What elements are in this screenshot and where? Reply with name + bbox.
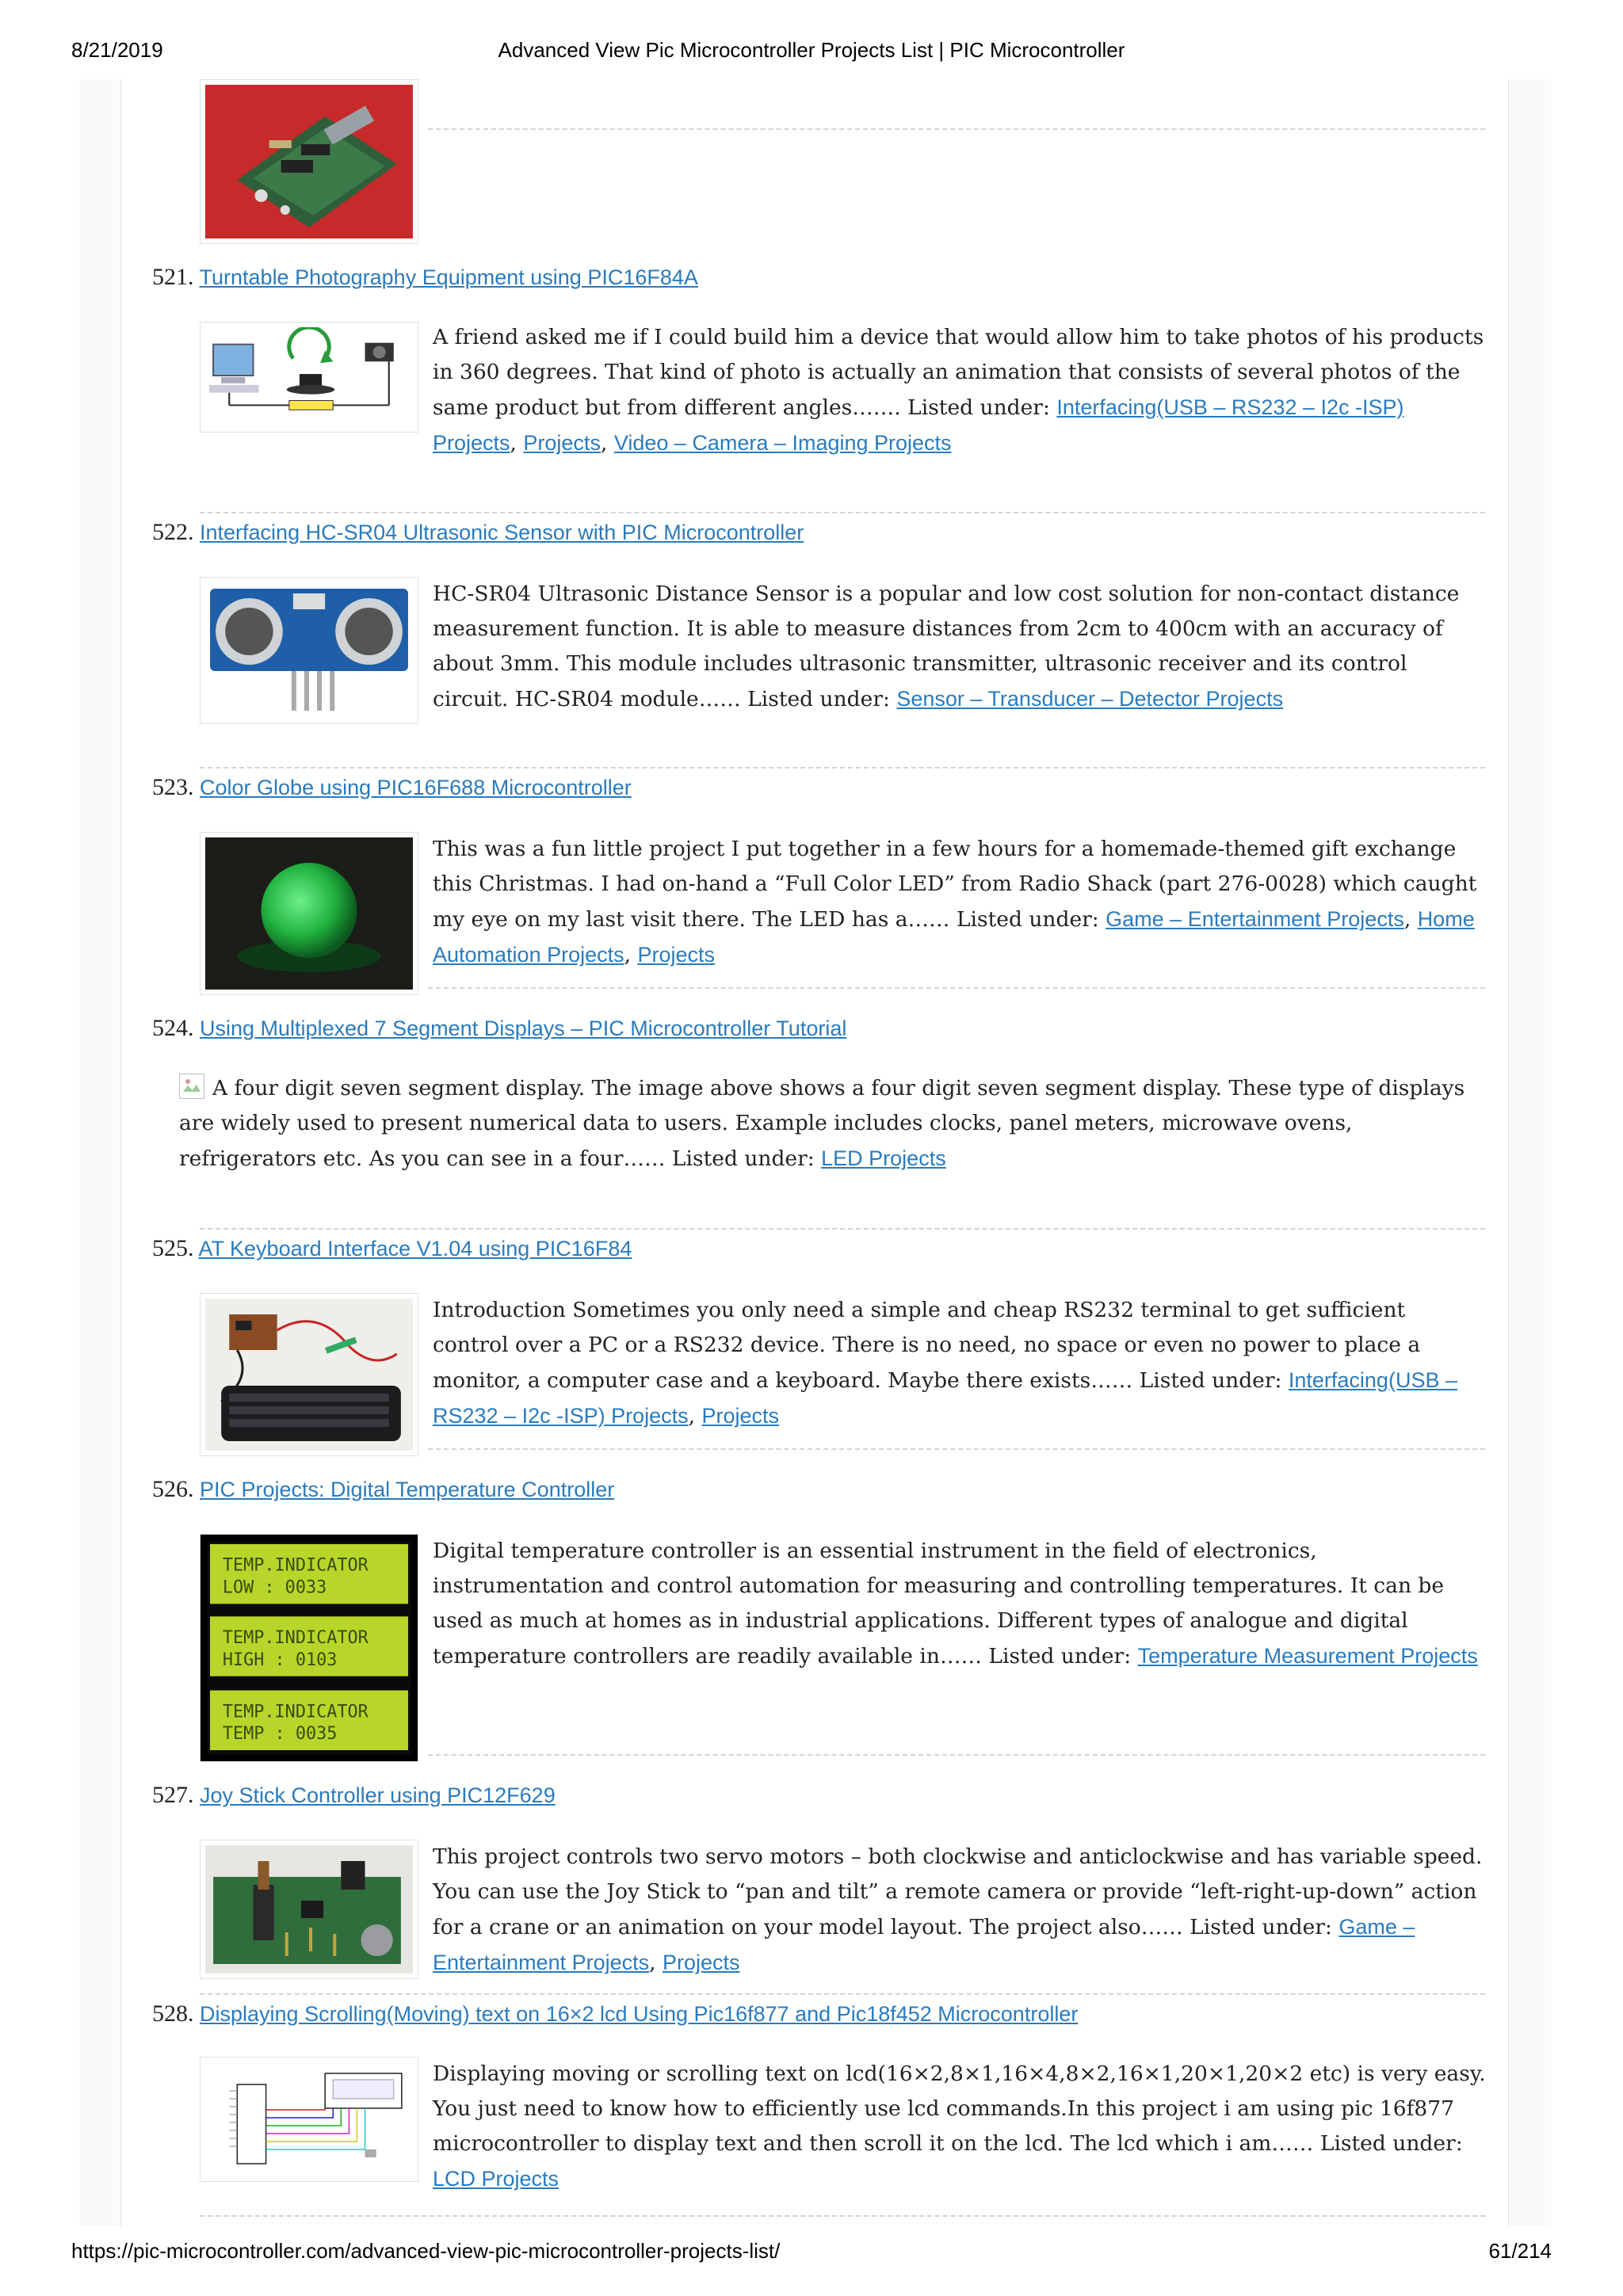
project-link[interactable]: AT Keyboard Interface V1.04 using PIC16F84: [198, 1237, 632, 1261]
print-page-title: Advanced View Pic Microcontroller Projects List | PIC Microcontroller: [498, 38, 1125, 62]
project-link[interactable]: Displaying Scrolling(Moving) text on 16×2 lcd Using Pic16f877 and Pic18f452 Microcontroller: [200, 2002, 1079, 2026]
lcd-line: TEMP : 0035: [222, 1724, 338, 1745]
category-link[interactable]: Projects: [523, 431, 601, 455]
project-thumbnail: [200, 577, 418, 724]
category-link[interactable]: Projects: [637, 943, 716, 967]
lcd-line: TEMP.INDICATOR: [222, 1555, 369, 1576]
project-number: 523.: [152, 774, 194, 800]
project-description: A four digit seven segment display. The image above shows a four digit seven segment display. These type of displays are widely used to present numerical data to users. Example includes clocks, panel meters, microwave ovens, refrigerators etc. As you can see in a four…… Listed under: LED Projects: [179, 1071, 1487, 1177]
category-link[interactable]: Temperature Measurement Projects: [1137, 1644, 1478, 1668]
project-title-525: [152, 1233, 632, 1264]
project-description: This was a fun little project I put together in a few hours for a homemade-themed gift exchange this Christmas. I had on-hand a “Full Color LED” from Radio Shack (part 276-0028) which caught my eye on my last visit there. The LED has a…… Listed under: Game – Entertainment Projects, Home Automation Projects, Projects: [433, 837, 1477, 967]
category-link[interactable]: Video – Camera – Imaging Projects: [613, 431, 952, 455]
project-title-523: [152, 772, 632, 803]
project-number: 525.: [152, 1235, 194, 1261]
separator: [428, 987, 1485, 989]
project-thumbnail-lcd: [200, 1534, 418, 1762]
project-link[interactable]: PIC Projects: Digital Temperature Controller: [200, 1478, 615, 1501]
broken-image-icon: [179, 1074, 204, 1099]
page-url: https://pic-microcontroller.com/advanced-view-pic-microcontroller-projects-list/: [71, 2239, 781, 2263]
project-title-521: [152, 261, 698, 293]
project-number: 524.: [152, 1015, 194, 1041]
project-description: Introduction Sometimes you only need a simple and cheap RS232 terminal to get sufficient control over a PC or a RS232 device. There is no need, no space or even no power to place a monitor, a computer case and a keyboard. Maybe there exists…… Listed under: Interfacing(USB – RS232 – I2c -ISP) Projects, Projects: [433, 1298, 1457, 1428]
separator: [200, 1228, 1485, 1230]
project-link[interactable]: Using Multiplexed 7 Segment Displays – PIC Microcontroller Tutorial: [200, 1016, 847, 1040]
project-link[interactable]: Interfacing HC-SR04 Ultrasonic Sensor with PIC Microcontroller: [200, 521, 804, 544]
project-link[interactable]: Joy Stick Controller using PIC12F629: [200, 1783, 556, 1807]
category-link[interactable]: Interfacing(USB – RS232 – I2c -ISP) Projects: [433, 1368, 1457, 1428]
separator: [428, 1754, 1485, 1756]
project-number: 528.: [152, 2000, 194, 2027]
project-title-528: [152, 1998, 1078, 2030]
previous-project-thumbnail: [200, 79, 418, 244]
category-link[interactable]: Game – Entertainment Projects: [433, 1915, 1415, 1974]
project-number: 527.: [152, 1782, 194, 1808]
project-title-522: [152, 517, 804, 548]
project-link[interactable]: Turntable Photography Equipment using PIC16F84A: [199, 265, 698, 289]
project-thumbnail: [200, 1293, 418, 1456]
category-link[interactable]: Home Automation Projects: [433, 907, 1475, 967]
project-title-527: [152, 1779, 556, 1811]
project-thumbnail: [200, 832, 418, 995]
separator: [200, 767, 1485, 769]
separator: [200, 512, 1485, 513]
print-date: 8/21/2019: [71, 38, 163, 62]
print-footer: [0, 2239, 1623, 2279]
project-description: HC-SR04 Ultrasonic Distance Sensor is a popular and low cost solution for non-contact distance measurement function. It is able to measure distances from 2cm to 400cm with an accuracy of about 3mm. This module includes ultrasonic transmitter, ultrasonic receiver and its control circuit. HC-SR04 module…… Listed under: Sensor – Transducer – Detector Projects: [433, 582, 1460, 711]
project-title-526: [152, 1474, 614, 1505]
lcd-line: HIGH : 0103: [222, 1650, 338, 1670]
category-link[interactable]: Projects: [662, 1951, 740, 1974]
category-link[interactable]: Game – Entertainment Projects: [1106, 907, 1404, 931]
category-link[interactable]: LCD Projects: [433, 2167, 559, 2191]
separator: [428, 1448, 1485, 1450]
category-link[interactable]: Interfacing(USB – RS232 – I2c -ISP) Projects: [433, 395, 1404, 455]
separator: [428, 128, 1485, 130]
project-thumbnail: [200, 322, 418, 433]
lcd-line: TEMP.INDICATOR: [222, 1628, 369, 1649]
project-title-524: [152, 1013, 846, 1044]
category-link[interactable]: Sensor – Transducer – Detector Projects: [896, 687, 1284, 711]
project-description: This project controls two servo motors – both clockwise and anticlockwise and has variable speed. You can use the Joy Stick to “pan and tilt” a remote camera or provide “left-right-up-down” action for a crane or an animation on your model layout. The project also…… Listed under: Game – Entertainment Projects, Projects: [433, 1844, 1483, 1975]
project-thumbnail: [200, 1840, 418, 1979]
lcd-line: LOW : 0033: [222, 1577, 327, 1598]
page-number: 61/214: [1488, 2239, 1552, 2263]
project-number: 522.: [152, 519, 194, 545]
project-description: A friend asked me if I could build him a device that would allow him to take photos of his products in 360 degrees. That kind of photo is actually an animation that consists of several photos of the same product but from different angles……. Listed under: Interfacing(USB – RS232 – I2c -ISP) Projects, Projects, Video – Camera – Imaging Projects: [433, 325, 1484, 456]
project-number: 521.: [152, 264, 194, 290]
project-number: 526.: [152, 1476, 194, 1502]
project-description: Digital temperature controller is an essential instrument in the field of electronics, instrumentation and control automation for measuring and controlling temperatures. It can be used as much at homes as in industrial applications. Different types of analogue and digital temperature controllers are readily available in…… Listed under: Temperature Measurement Projects: [433, 1539, 1478, 1669]
category-link[interactable]: Projects: [701, 1404, 780, 1428]
lcd-line: TEMP.INDICATOR: [222, 1702, 369, 1722]
separator: [200, 1993, 1485, 1995]
project-link[interactable]: Color Globe using PIC16F688 Microcontroller: [200, 776, 632, 799]
project-thumbnail: [200, 2057, 418, 2182]
project-description: Displaying moving or scrolling text on lcd(16×2,8×1,16×4,8×2,16×1,20×1,20×2 etc) is very easy. You just need to know how to efficiently use lcd commands.In this project i am using pic 16f877 microcontroller to display text and then scroll it on the lcd. The lcd which i am…… Listed under: LCD Projects: [433, 2061, 1486, 2191]
separator: [200, 2215, 1485, 2217]
print-header: [0, 38, 1623, 78]
category-link[interactable]: LED Projects: [821, 1146, 946, 1170]
